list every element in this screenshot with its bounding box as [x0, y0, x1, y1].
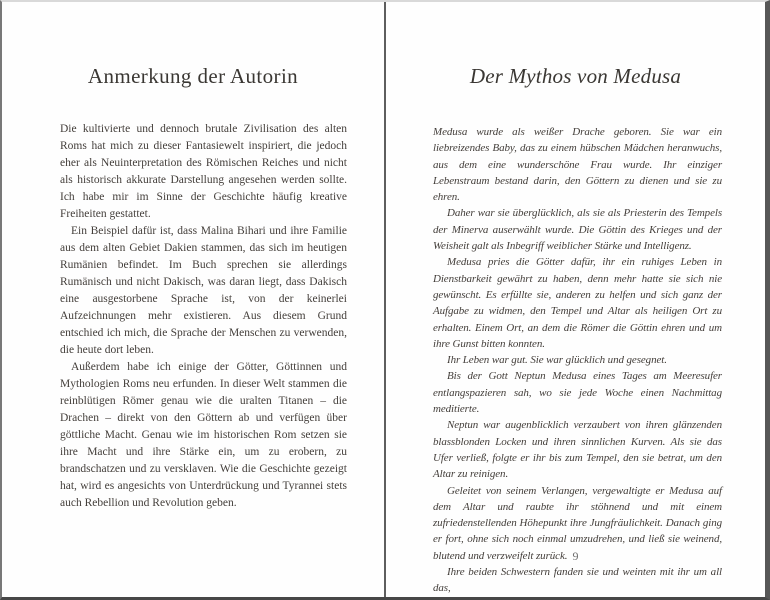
paragraph: Geleitet von seinem Verlangen, vergewaltigte er Medusa auf dem Altar und raubte ihr stöhnend und mit einem zufriedenstellenden Höhepunkt ihre Jungfräulichkeit. Danach ging er fort, ohne sich noch einmal umzudrehen, und ließ sie weinend, blutend und verzweifelt zurück. [433, 484, 722, 562]
paragraph: Ihr Leben war gut. Sie war glücklich und gesegnet. [447, 354, 667, 367]
paragraph: Die kultivierte und dennoch brutale Zivilisation des alten Roms hat mich zu dieser Fantasiewelt inspiriert, die jedoch eher als Neuinterpretation des Römischen Reiches und nicht als historisch akkurate Darstellung angesehen werden sollte. Ich habe mir im Sinne der Geschichte häufig kreative Freiheiten gestattet. [60, 123, 347, 220]
paragraph: Ihre beiden Schwestern fanden sie und weinten mit ihr um all das, [433, 566, 722, 595]
paragraph: Medusa wurde als weißer Drache geboren. Sie war ein liebreizendes Baby, das zu einem hübschen Mädchen heranwuchs, aus dem eine wunderschöne Frau wurde. Ihr einziger Lebenstraum bestand darin, den Göttern zu dienen und sie zu ehren. [433, 126, 722, 204]
book-page-right [386, 2, 765, 597]
paragraph: Medusa pries die Götter dafür, ihr ein ruhiges Leben in Dienstbarkeit gewährt zu haben, denn mehr hatte sie sich nie gewünscht. Es erfüllte sie, anderen zu helfen und sich ganz der Aufgabe zu widmen, den Tempel und Altar als heiligen Ort zu erhalten. Einem Ort, an dem die Römer die Göttin ehren und um ihre Gunst bitten konnten. [433, 256, 722, 350]
paragraph: Bis der Gott Neptun Medusa eines Tages am Meeresufer entlangspazieren sah, wo sie jede Woche einen Nachmittag meditierte. [433, 370, 722, 416]
paragraph: Daher war sie überglücklich, als sie als Priesterin des Tempels der Minerva auserwählt wurde. Die Göttin des Krieges und der Weisheit galt als Inbegriff weiblicher Stärke und Intelligenz. [433, 207, 722, 253]
paragraph: Ein Beispiel dafür ist, dass Malina Bihari und ihre Familie aus dem alten Gebiet Dakien stammen, das sich im heutigen Rumänien befindet. Im Buch sprechen sie allerdings Rumänisch und nicht Dakisch, was daran liegt, dass Dakisch eine ausgestorbene Sprache ist, von der keinerlei Aufzeichnungen mehr existieren. Aus diesem Grund entschied ich mich, die Sprache der Menschen zu verwenden, die heute dort leben. [60, 225, 347, 356]
right-page-text-block [433, 124, 722, 597]
book-page-left [2, 2, 384, 597]
page-number: 9 [572, 549, 579, 563]
paragraph: Neptun war augenblicklich verzaubert von ihren glänzenden blassblonden Locken und ihren sinnlichen Kurven. Als sie das Ufer verließ, folgte er ihr bis zum Tempel, den sie betrat, um den Altar zu reinigen. [433, 419, 722, 481]
paragraph: Außerdem habe ich einige der Götter, Göttinnen und Mythologien Roms neu erfunden. In dieser Welt stammen die reinblütigen Römer genau wie die uralten Titanen – die Drachen – direkt von den Göttern ab und verfügen über göttliche Macht. Genau wie im historischen Rom setzen sie ihre Macht und ihre Stärke ein, um zu erobern, zu brandschatzen und zu versklaven. Wie die Geschichte gezeigt hat, wird es angesichts von Unterdrückung und Tyrannei stets auch Rebellion und Revolution geben. [60, 361, 347, 509]
chapter-title-medusa-myth: Der Mythos von Medusa [469, 64, 682, 88]
left-page-text-block [60, 121, 347, 512]
chapter-title-authors-note: Anmerkung der Autorin [87, 64, 299, 88]
